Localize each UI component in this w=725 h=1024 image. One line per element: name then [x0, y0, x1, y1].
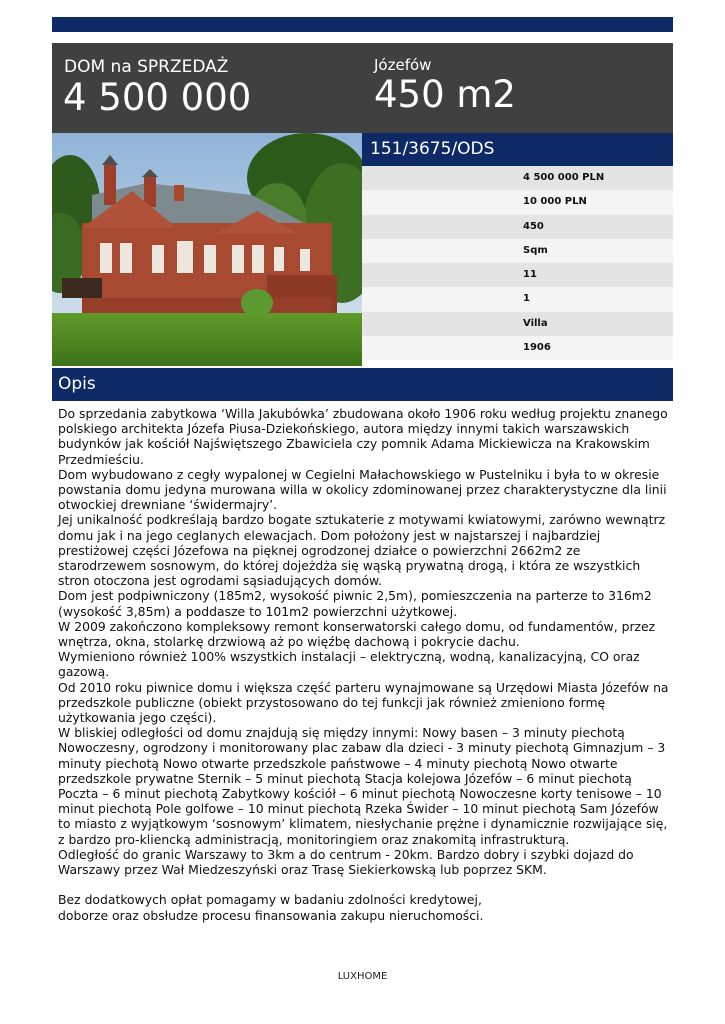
- description-paragraph: Do sprzedania zabytkowa ‘Willa Jakubówka’ zbudowana około 1906 roku według projektu znanego polskiego architekta Józefa Piusa-Dziekońskiego, autora między innymi takich warszawskich budynków jak kościół Najświętszego Zbawiciela czy pomnik Adama Mickiewicza na Krakowskim Przedmieściu.: [58, 406, 668, 467]
- reference-number: 151/3675/ODS: [370, 139, 495, 159]
- footer-brand: LUXHOME: [337, 971, 388, 982]
- detail-row: [362, 190, 673, 214]
- description-paragraph: Od 2010 roku piwnice domu i większa część parteru wynajmowane są Urzędowi Miasta Józefów na przedszkole publiczne (obiekt przystosowano do tej funkcji jak również zmieniono formę użytkowania jego części).: [58, 679, 669, 726]
- detail-row: [362, 215, 673, 239]
- description-paragraph: Dom jest podpiwniczony (185m2, wysokość piwnic 2,5m), pomieszczenia na parterze to 316m2 (wysokość 3,85m) a poddasze to 101m2 powierzchni użytkowej.: [58, 588, 652, 619]
- listing-price: 4 500 000: [63, 76, 252, 119]
- listing-header: [52, 43, 673, 133]
- detail-value: Sqm: [523, 244, 548, 256]
- detail-row: [362, 263, 673, 287]
- description-paragraph: Wymieniono również 100% wszystkich instalacji – elektryczną, wodną, kanalizacyjną, CO oraz gazową.: [58, 649, 640, 680]
- description-paragraph: W bliskiej odległości od domu znajdują się między innymi: Nowy basen – 3 minuty piechotą Nowoczesny, ogrodzony i monitorowany plac zabaw dla dzieci - 3 minuty piechotą Gimnazjum – 3 minuty piechotą Nowo otwarte przedszkole państwowe – 4 minuty piechotą Nowo otwarte przedszkole prywatne Sternik – 5 minut piechotą Stacja kolejowa Józefów – 6 minut piechotą Poczta – 6 minut piechotą Zabytkowy kościół – 6 minut piechotą Nowoczesne korty tenisowe – 10 minut piechotą Pole golfowe – 10 minut piechotą Rzeka Świder – 10 minut piechotą Sam Józefów to miasto z wyjątkowym ‘sosnowym’ klimatem, niesłychanie prężne i dynamicznie rozwijające się, z bardzo pro-kliencką administracją, monitoringiem oraz znakomitą infrastrukturą.: [58, 725, 668, 847]
- detail-value: Villa: [523, 317, 548, 329]
- detail-row: [362, 336, 673, 360]
- property-details-table: [362, 166, 673, 360]
- description-body: [58, 406, 670, 923]
- closing-line: Bez dodatkowych opłat pomagamy w badaniu zdolności kredytowej,: [58, 892, 482, 908]
- detail-value: 4 500 000 PLN: [523, 172, 605, 183]
- detail-value: 450: [523, 220, 544, 232]
- top-accent-bar: [52, 17, 673, 32]
- listing-type: DOM na SPRZEDAŻ: [64, 57, 229, 77]
- detail-value: 11: [523, 269, 537, 281]
- description-paragraph: W 2009 zakończono kompleksowy remont konserwatorski całego domu, od fundamentów, przez wnętrza, okna, stolarkę drzwiową aż po więźbę dachową i pokrycie dachu.: [58, 618, 656, 650]
- listing-area: 450 m2: [374, 73, 516, 116]
- detail-value: 10 000 PLN: [523, 196, 587, 208]
- detail-row: [362, 287, 673, 311]
- detail-value: 1: [523, 293, 530, 305]
- detail-value: 1906: [523, 342, 551, 354]
- description-header: [52, 368, 673, 401]
- detail-row: [362, 166, 673, 190]
- description-paragraph: Jej unikalność podkreślają bardzo bogate sztukaterie z motywami kwiatowymi, zarówno wewnątrz domu jak i na jego ceglanych elewacjach. Dom położony jest w najstarszej i najbardziej prestiżowej części Józefowa na pięknej ogrodzonej działce o powierzchni 2662m2 ze starodrzewem sosnowym, do której dojeżdża się wąską prywatną drogą, i która ze wszystkich stron otoczona jest ogrodami sąsiadujących domów.: [58, 512, 666, 589]
- closing-line: doborze oraz obsłudze procesu finansowania zakupu nieruchomości.: [58, 907, 484, 923]
- description-paragraph: Dom wybudowano z cegły wypalonej w Cegielni Małachowskiego w Pustelniku i była to w okresie powstania domu jedyna murowana willa w okolicy zdominowanej przez charakterystyczne dla linii otwockiej drewniane ‘świdermajry’.: [58, 466, 667, 513]
- description-paragraph: Odległość do granic Warszawy to 3km a do centrum - 20km. Bardzo dobry i szybki dojazd do Warszawy przez Wał Miedzeszyński oraz Trasę Siekierkowską lub poprzez SKM.: [58, 846, 634, 878]
- description-title: Opis: [58, 374, 96, 394]
- reference-bar: [362, 133, 673, 166]
- listing-location: Józefów: [374, 56, 432, 74]
- paragraph-spacer: [58, 877, 670, 892]
- property-photo: [52, 133, 362, 366]
- detail-row: [362, 312, 673, 336]
- detail-row: [362, 239, 673, 263]
